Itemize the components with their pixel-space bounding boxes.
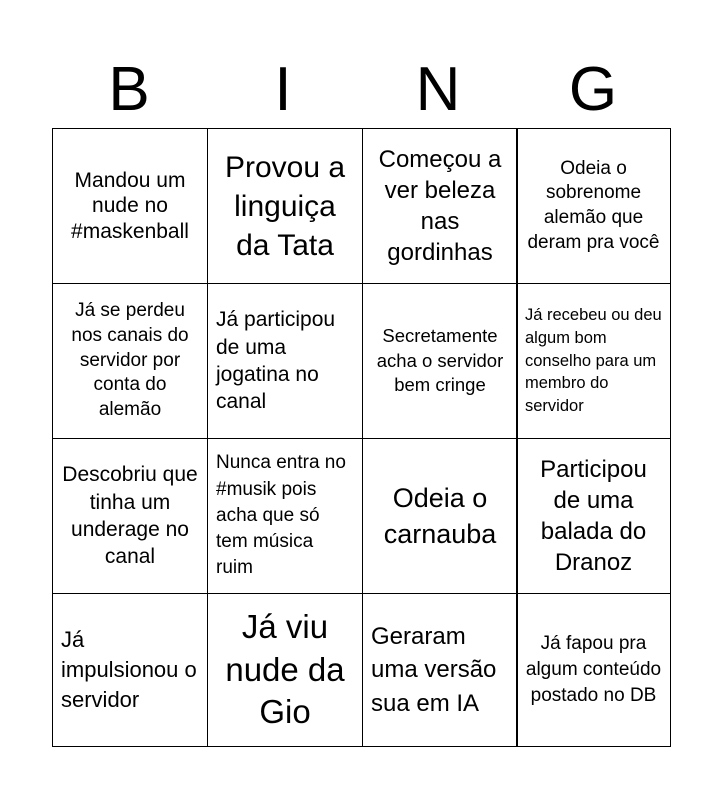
- bingo-cell[interactable]: [207, 438, 363, 594]
- title-letter-n: N: [415, 55, 461, 124]
- bingo-cell[interactable]: [52, 128, 208, 284]
- cell-text: Participou de uma balada do Dranoz: [540, 455, 647, 577]
- cell-text: Descobriu que tinha um underage no canal: [62, 463, 198, 569]
- bingo-cell[interactable]: [207, 128, 363, 284]
- bingo-cell[interactable]: [52, 283, 208, 439]
- bingo-cell[interactable]: [362, 593, 518, 747]
- bingo-grid: [52, 128, 671, 747]
- cell-text: Mandou um nude no #maskenball: [71, 168, 189, 243]
- bingo-cell[interactable]: [52, 438, 208, 594]
- cell-text: Já se perdeu nos canais do servidor por conta do alemão: [71, 300, 189, 421]
- cell-text: Secretamente acha o servidor bem cringe: [376, 324, 504, 396]
- title-letter-g: G: [568, 55, 618, 124]
- title-letter-b: B: [108, 55, 150, 124]
- bingo-cell[interactable]: [516, 283, 671, 439]
- bingo-cell[interactable]: [362, 283, 518, 439]
- cell-text: Provou a linguiça da Tata: [224, 150, 346, 262]
- cell-text: Já viu nude da Gio: [225, 607, 345, 731]
- cell-text: Já impulsionou o servidor: [61, 627, 197, 712]
- cell-text: Já participou de uma jogatina no canal: [216, 308, 336, 414]
- title-letter-i: I: [274, 55, 292, 124]
- cell-text: Odeia o sobrenome alemão que deram pra você: [527, 157, 660, 253]
- cell-text: Já fapou pra algum conteúdo postado no DB: [525, 632, 662, 707]
- bingo-cell[interactable]: [207, 593, 363, 747]
- cell-text: Já recebeu ou deu algum bom conselho para um membro do servidor: [525, 306, 662, 416]
- bingo-cell[interactable]: [516, 593, 671, 747]
- cell-text: Começou a ver beleza nas gordinhas: [378, 145, 502, 267]
- bingo-cell[interactable]: [362, 128, 518, 284]
- cell-text: Geraram uma versão sua em IA: [371, 623, 497, 717]
- cell-text: Nunca entra no #musik pois acha que só tem música ruim: [216, 452, 346, 579]
- bingo-cell[interactable]: [516, 438, 671, 594]
- bingo-cell[interactable]: [362, 438, 518, 594]
- bingo-cell[interactable]: [207, 283, 363, 439]
- bingo-title: [52, 52, 671, 128]
- cell-text: Odeia o carnauba: [383, 482, 497, 549]
- bingo-cell[interactable]: [516, 128, 671, 284]
- bingo-cell[interactable]: [52, 593, 208, 747]
